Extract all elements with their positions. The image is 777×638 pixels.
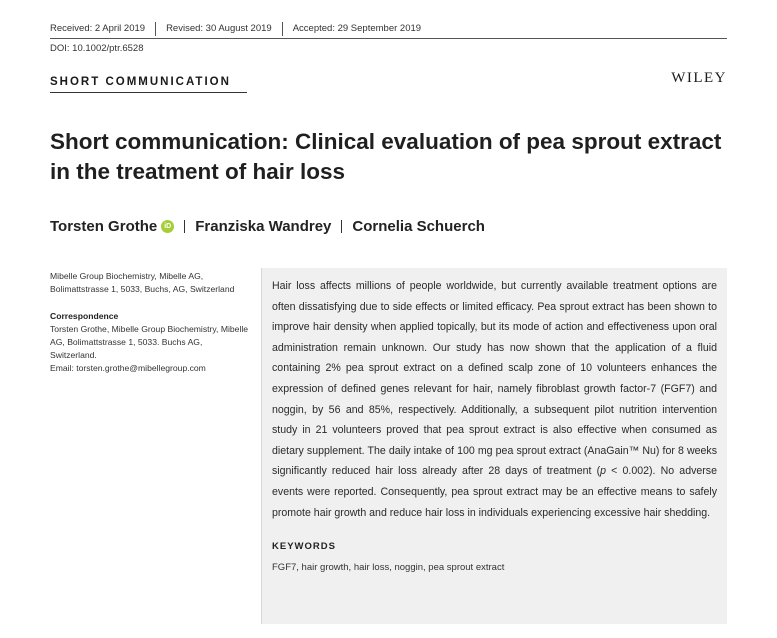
author-name[interactable]: Franziska Wandrey — [195, 218, 332, 235]
correspondence-heading: Correspondence — [50, 311, 119, 321]
correspondence-text: Torsten Grothe, Mibelle Group Biochemistry, Mibelle AG, Bolimattstrasse 1, 5033. Buchs AG, Switzerland. — [50, 324, 249, 360]
author-name[interactable]: Cornelia Schuerch — [352, 218, 485, 235]
affiliation-text: Mibelle Group Biochemistry, Mibelle AG, Bolimattstrasse 1, 5033, Buchs, AG, Switzerland — [50, 271, 235, 294]
correspondence-email[interactable]: Email: torsten.grothe@mibellegroup.com — [50, 363, 206, 373]
p-value-symbol: p — [600, 465, 607, 478]
accepted-date: Accepted: 29 September 2019 — [282, 22, 431, 36]
header-divider — [50, 38, 727, 39]
abstract-text — [272, 276, 717, 523]
orcid-icon[interactable]: iD — [161, 220, 174, 233]
article-dates — [50, 22, 431, 36]
section-underline — [50, 92, 247, 93]
abstract-part-1: Hair loss affects millions of people worldwide, but currently available treatment options are often dissatisfying due to side effects or limited efficacy. Pea sprout extract has been shown to improve hair density when applied topically, but its mode of action and effectiveness upon oral administration remain unknown. Our study has now shown that the application of a fluid containing 2% pea sprout extract on a defined scalp zone of 10 volunteers enhances the expression of defined genes relevant for hair, namely fibroblast growth factor-7 (FGF7) and noggin, by 56 and 85%, respectively. Additionally, a subsequent pilot nutrition intervention study in 21 volunteers proved that pea sprout extract is also effective when consumed as dietary supplement. The daily intake of 100 mg pea sprout extract (AnaGain™ Nu) for 8 weeks significantly reduced hair loss already after 28 days of treatment ( — [272, 280, 717, 478]
received-date: Received: 2 April 2019 — [50, 23, 146, 34]
author-name[interactable]: Torsten Grothe — [50, 218, 158, 235]
doi-link[interactable]: DOI: 10.1002/ptr.6528 — [50, 43, 144, 54]
author-separator — [341, 220, 342, 233]
affiliation-column — [50, 270, 250, 375]
keywords-heading: KEYWORDS — [272, 541, 336, 553]
author-separator — [184, 220, 185, 233]
revised-date: Revised: 30 August 2019 — [155, 22, 282, 36]
section-label: SHORT COMMUNICATION — [50, 76, 231, 88]
abstract-part-2: < 0.002). No adverse events were reported. Consequently, pea sprout extract may be an effective means to safely promote hair growth and reduce hair loss in individuals experiencing excessive hair shedding. — [272, 465, 717, 519]
article-title: Short communication: Clinical evaluation of pea sprout extract in the treatment of hair loss — [50, 129, 722, 184]
author-list — [50, 218, 485, 235]
abstract-panel — [261, 268, 727, 624]
publisher-logo: WILEY — [671, 70, 727, 86]
keywords-list: FGF7, hair growth, hair loss, noggin, pea sprout extract — [272, 562, 505, 574]
